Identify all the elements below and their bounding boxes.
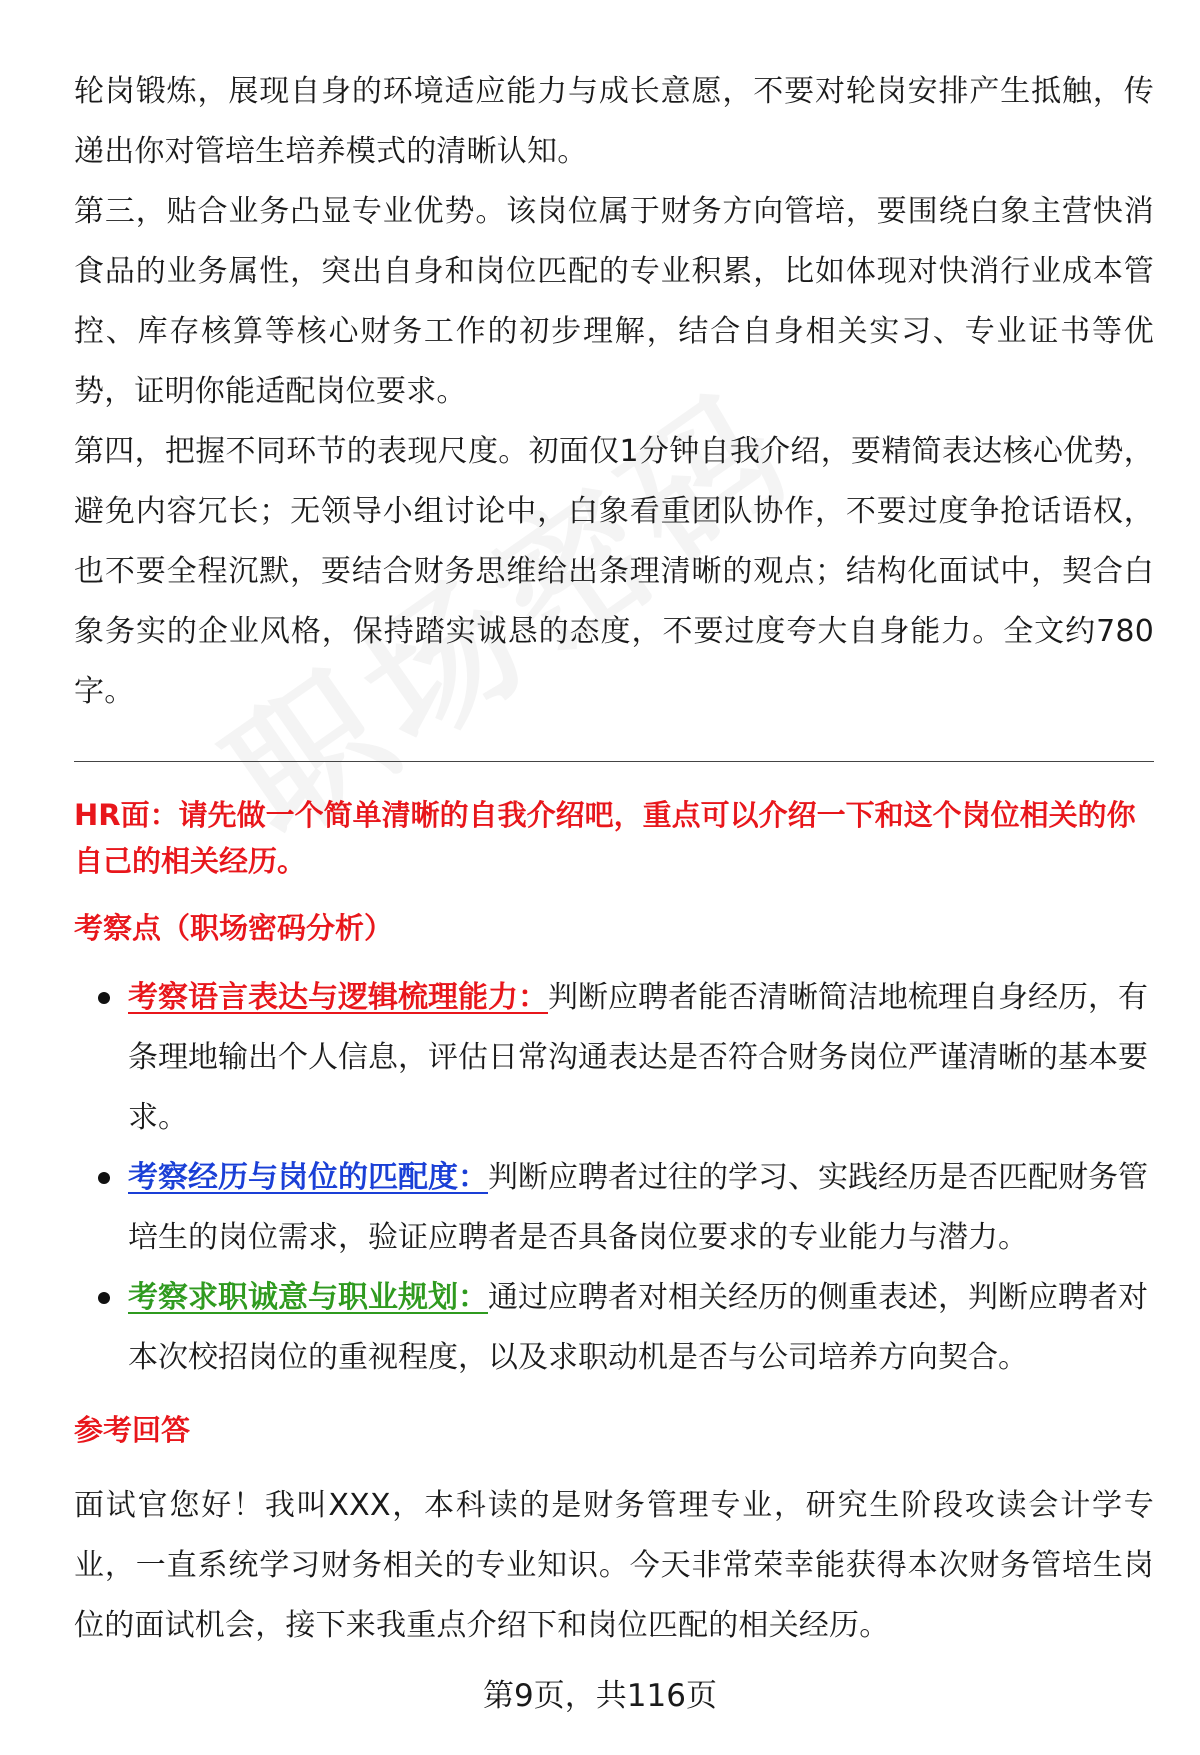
analysis-point [74,1148,1154,1268]
analysis-point [74,1268,1154,1388]
intro-paragraph-1: 轮岗锻炼，展现自身的环境适应能力与成长意愿，不要对轮岗安排产生抵触，传递出你对管培生培养模式的清晰认知。 [74,74,1154,169]
point-label: 考察求职诚意与职业规划： [128,1280,488,1315]
answer-paragraph: 面试官您好！我叫XXX，本科读的是财务管理专业，研究生阶段攻读会计学专业，一直系统学习财务相关的专业知识。今天非常荣幸能获得本次财务管培生岗位的面试机会，接下来我重点介绍下和岗位匹配的相关经历。 [74,1488,1154,1643]
document-page [74,62,1154,1656]
section-divider [74,761,1154,762]
answer-title: 参考回答 [74,1413,191,1447]
hr-question: HR面：请先做一个简单清晰的自我介绍吧，重点可以介绍一下和这个岗位相关的你自己的相关经历。 [74,798,1136,878]
intro-paragraph-3: 第四，把握不同环节的表现尺度。初面仅1分钟自我介绍，要精简表达核心优势，避免内容冗长；无领导小组讨论中，白象看重团队协作，不要过度争抢话语权，也不要全程沉默，要结合财务思维给出条理清晰的观点；结构化面试中，契合白象务实的企业风格，保持踏实诚恳的态度，不要过度夸大自身能力。全文约780字。 [74,434,1154,709]
page-footer: 第9页，共116页 [483,1678,717,1714]
point-text: 判断应聘者过往的学习、实践经历是否匹配财务管培生的岗位需求，验证应聘者是否具备岗位要求的专业能力与潜力。 [128,1160,1148,1255]
point-text: 判断应聘者能否清晰简洁地梳理自身经历，有条理地输出个人信息，评估日常沟通表达是否符合财务岗位严谨清晰的基本要求。 [128,980,1148,1135]
bullet-dot-icon [98,1292,110,1304]
bullet-dot-icon [98,992,110,1004]
point-label: 考察语言表达与逻辑梳理能力： [128,980,548,1015]
intro-paragraph-2: 第三，贴合业务凸显专业优势。该岗位属于财务方向管培，要围绕白象主营快消食品的业务属性，突出自身和岗位匹配的专业积累，比如体现对快消行业成本管控、库存核算等核心财务工作的初步理解，结合自身相关实习、专业证书等优势，证明你能适配岗位要求。 [74,194,1154,409]
point-text: 通过应聘者对相关经历的侧重表述，判断应聘者对本次校招岗位的重视程度，以及求职动机是否与公司培养方向契合。 [128,1280,1148,1375]
point-label: 考察经历与岗位的匹配度： [128,1160,488,1195]
analysis-point [74,968,1154,1148]
bullet-dot-icon [98,1172,110,1184]
analysis-points [74,968,1154,1388]
analysis-title: 考察点（职场密码分析） [74,911,394,945]
